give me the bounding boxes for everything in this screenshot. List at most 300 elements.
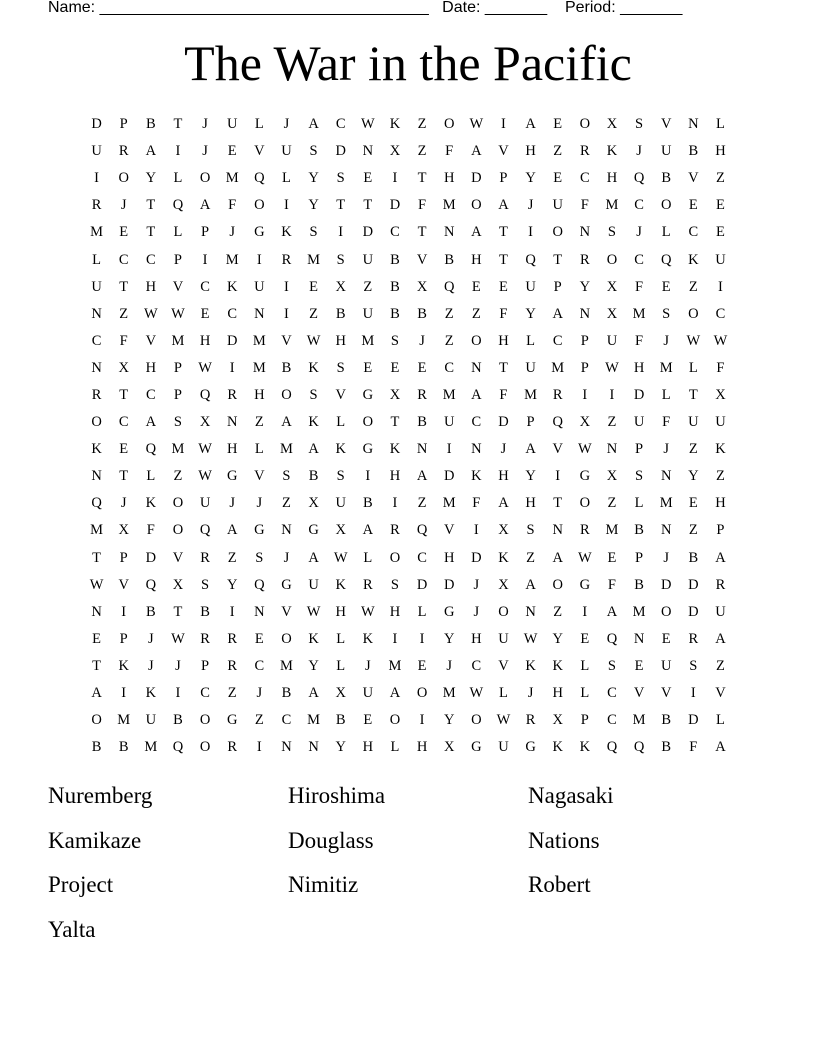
- grid-letter: O: [281, 630, 292, 647]
- grid-letter: M: [90, 522, 104, 539]
- grid-letter: X: [606, 116, 618, 133]
- grid-letter: W: [143, 305, 158, 322]
- grid-letter: M: [659, 359, 673, 376]
- grid-letter: D: [362, 224, 374, 241]
- grid-letter: U: [362, 251, 374, 268]
- grid-letter: J: [175, 657, 181, 674]
- grid-letter: U: [688, 414, 699, 431]
- grid-letter: W: [198, 468, 212, 485]
- grid-letter: O: [416, 685, 428, 702]
- grid-letter: B: [688, 549, 699, 566]
- grid-letter: H: [335, 603, 346, 620]
- grid-letter: H: [362, 739, 374, 756]
- grid-letter: Y: [443, 630, 455, 647]
- grid-letter: T: [499, 224, 508, 241]
- grid-letter: V: [633, 685, 645, 702]
- grid-letter: B: [335, 712, 346, 729]
- grid-letter: H: [471, 630, 482, 647]
- grid-letter: M: [225, 170, 239, 187]
- grid-letter: O: [389, 549, 401, 566]
- grid-letter: W: [306, 332, 321, 349]
- grid-letter: P: [499, 170, 508, 187]
- grid-letter: O: [199, 170, 211, 187]
- grid-letter: F: [146, 522, 155, 539]
- grid-letter: X: [416, 278, 428, 295]
- grid-letter: T: [119, 468, 129, 485]
- grid-letter: T: [417, 170, 427, 187]
- grid-letter: C: [91, 332, 102, 349]
- grid-letter: D: [471, 549, 482, 566]
- grid-letter: T: [173, 603, 183, 620]
- grid-letter: E: [661, 630, 671, 647]
- word-list-item: Nimitiz: [288, 872, 359, 897]
- grid-letter: Q: [633, 170, 645, 187]
- grid-letter: X: [389, 386, 401, 403]
- grid-letter: A: [281, 414, 292, 431]
- header-fields: [48, 0, 768, 18]
- grid-letter: A: [552, 305, 563, 322]
- grid-letter: N: [579, 305, 591, 322]
- grid-letter: Q: [145, 576, 157, 593]
- grid-letter: F: [662, 414, 671, 431]
- grid-letter: O: [579, 495, 591, 512]
- grid-letter: K: [525, 657, 536, 674]
- grid-letter: T: [553, 251, 563, 268]
- grid-letter: G: [226, 468, 238, 485]
- grid-letter: M: [442, 386, 456, 403]
- grid-letter: I: [175, 143, 181, 160]
- grid-letter: B: [661, 712, 672, 729]
- grid-letter: A: [715, 739, 726, 756]
- grid-letter: K: [308, 359, 319, 376]
- grid-letter: W: [713, 332, 728, 349]
- grid-letter: H: [443, 549, 455, 566]
- grid-letter: F: [580, 197, 589, 214]
- grid-letter: Z: [363, 278, 373, 295]
- grid-letter: S: [309, 143, 318, 160]
- grid-letter: K: [389, 116, 401, 133]
- grid-letter: P: [526, 414, 535, 431]
- grid-letter: M: [632, 305, 646, 322]
- grid-letter: T: [688, 386, 698, 403]
- grid-letter: U: [552, 197, 563, 214]
- grid-letter: O: [172, 522, 184, 539]
- grid-letter: I: [284, 278, 289, 295]
- grid-letter: M: [307, 712, 321, 729]
- grid-letter: M: [442, 685, 456, 702]
- grid-letter: J: [229, 224, 236, 241]
- grid-letter: O: [91, 712, 102, 729]
- grid-letter: Z: [716, 657, 725, 674]
- grid-letter: Z: [553, 603, 563, 620]
- grid-letter: E: [309, 278, 318, 295]
- grid-letter: S: [309, 224, 318, 241]
- grid-letter: N: [91, 468, 102, 485]
- grid-letter: K: [362, 630, 374, 647]
- grid-letter: C: [417, 549, 427, 566]
- grid-letter: I: [256, 251, 262, 268]
- grid-letter: L: [173, 224, 183, 241]
- grid-letter: B: [91, 739, 102, 756]
- grid-letter: J: [229, 495, 236, 512]
- grid-letter: B: [661, 170, 672, 187]
- grid-letter: U: [633, 414, 645, 431]
- grid-letter: Q: [145, 441, 157, 458]
- grid-letter: G: [579, 576, 591, 593]
- grid-letter: I: [284, 305, 289, 322]
- period-blank[interactable]: _______: [620, 0, 683, 16]
- grid-letter: R: [200, 549, 210, 566]
- grid-letter: L: [336, 414, 346, 431]
- grid-letter: I: [365, 468, 371, 485]
- grid-letter: F: [689, 739, 698, 756]
- grid-letter: V: [498, 143, 509, 160]
- grid-letter: Z: [471, 305, 481, 322]
- grid-letter: A: [606, 603, 618, 620]
- grid-letter: V: [118, 576, 129, 593]
- grid-letter: D: [443, 468, 455, 485]
- grid-letter: E: [119, 224, 129, 241]
- grid-letter: K: [471, 468, 482, 485]
- grid-letter: A: [145, 414, 157, 431]
- grid-letter: L: [336, 630, 346, 647]
- grid-letter: A: [471, 143, 482, 160]
- grid-letter: E: [363, 359, 373, 376]
- word-list-item: Nations: [528, 827, 600, 853]
- grid-letter: X: [199, 414, 211, 431]
- grid-letter: P: [173, 386, 182, 403]
- grid-letter: E: [254, 630, 264, 647]
- grid-letter: J: [636, 224, 642, 241]
- grid-letter: Y: [525, 305, 536, 322]
- grid-letter: M: [388, 657, 402, 674]
- word-list: [48, 779, 768, 957]
- grid-letter: R: [552, 386, 563, 403]
- grid-letter: J: [527, 685, 534, 702]
- grid-letter: R: [200, 630, 210, 647]
- grid-letter: T: [92, 549, 101, 566]
- grid-letter: J: [663, 549, 670, 566]
- grid-letter: B: [200, 603, 210, 620]
- grid-letter: W: [171, 305, 185, 322]
- grid-letter: V: [281, 332, 292, 349]
- grid-letter: B: [661, 739, 672, 756]
- grid-letter: Y: [308, 197, 319, 214]
- grid-letter: G: [471, 739, 482, 756]
- grid-letter: C: [634, 197, 644, 214]
- grid-letter: U: [199, 495, 211, 512]
- grid-letter: O: [471, 197, 482, 214]
- grid-letter: S: [255, 549, 264, 566]
- grid-letter: J: [120, 495, 127, 512]
- grid-letter: Y: [308, 657, 319, 674]
- grid-letter: L: [417, 603, 427, 620]
- grid-letter: Z: [607, 495, 617, 512]
- grid-letter: K: [226, 278, 238, 295]
- grid-letter: C: [715, 305, 726, 322]
- grid-letter: H: [335, 332, 346, 349]
- grid-letter: F: [445, 143, 454, 160]
- grid-letter: O: [443, 116, 455, 133]
- grid-letter: S: [635, 116, 644, 133]
- grid-letter: J: [364, 657, 371, 674]
- grid-letter: Z: [688, 522, 698, 539]
- grid-letter: X: [335, 685, 346, 702]
- grid-letter: T: [336, 197, 346, 214]
- grid-letter: W: [198, 359, 212, 376]
- grid-letter: Y: [443, 712, 455, 729]
- grid-letter: T: [553, 495, 563, 512]
- grid-letter: Z: [173, 468, 183, 485]
- grid-letter: Y: [226, 576, 238, 593]
- grid-letter: R: [227, 657, 238, 674]
- grid-letter: G: [579, 468, 591, 485]
- grid-letter: A: [362, 522, 374, 539]
- grid-letter: B: [417, 305, 427, 322]
- grid-letter: U: [715, 414, 726, 431]
- grid-letter: R: [91, 197, 102, 214]
- grid-letter: C: [118, 251, 129, 268]
- grid-letter: N: [91, 305, 102, 322]
- grid-letter: S: [607, 657, 616, 674]
- grid-letter: I: [392, 170, 398, 187]
- grid-letter: V: [660, 685, 672, 702]
- grid-letter: I: [501, 116, 506, 133]
- grid-letter: Z: [227, 685, 237, 702]
- date-blank[interactable]: _______: [484, 0, 548, 16]
- grid-letter: S: [309, 386, 318, 403]
- grid-letter: E: [553, 170, 563, 187]
- grid-letter: D: [633, 386, 645, 403]
- grid-letter: K: [308, 630, 319, 647]
- grid-letter: B: [173, 712, 183, 729]
- grid-letter: X: [443, 739, 455, 756]
- grid-letter: L: [254, 441, 264, 458]
- grid-letter: E: [553, 116, 563, 133]
- grid-letter: V: [172, 549, 184, 566]
- grid-letter: C: [390, 224, 400, 241]
- grid-letter: I: [473, 522, 479, 539]
- grid-letter: H: [416, 739, 428, 756]
- grid-letter: J: [663, 332, 670, 349]
- grid-letter: U: [715, 251, 726, 268]
- grid-letter: R: [579, 251, 590, 268]
- grid-letter: U: [281, 143, 292, 160]
- grid-letter: R: [227, 739, 238, 756]
- grid-letter: S: [336, 468, 345, 485]
- grid-letter: B: [688, 143, 699, 160]
- grid-letter: I: [229, 359, 235, 376]
- grid-letter: N: [281, 522, 292, 539]
- grid-letter: D: [688, 603, 699, 620]
- grid-letter: J: [256, 495, 263, 512]
- grid-letter: L: [580, 657, 590, 674]
- grid-letter: E: [363, 170, 373, 187]
- grid-letter: W: [523, 630, 538, 647]
- grid-letter: Z: [417, 116, 427, 133]
- grid-letter: F: [472, 495, 481, 512]
- grid-letter: R: [525, 712, 536, 729]
- grid-letter: U: [525, 359, 536, 376]
- grid-letter: A: [471, 224, 482, 241]
- grid-letter: A: [199, 197, 211, 214]
- grid-letter: K: [688, 251, 699, 268]
- grid-letter: F: [499, 386, 508, 403]
- grid-letter: Z: [309, 305, 318, 322]
- grid-letter: T: [119, 386, 129, 403]
- grid-letter: I: [718, 278, 723, 295]
- period-label: Period:: [564, 0, 616, 16]
- grid-letter: U: [308, 576, 319, 593]
- grid-letter: B: [417, 414, 427, 431]
- grid-letter: B: [145, 116, 156, 133]
- grid-letter: Z: [607, 414, 617, 431]
- grid-letter: C: [200, 685, 210, 702]
- grid-letter: U: [498, 739, 509, 756]
- grid-letter: X: [308, 495, 319, 512]
- grid-letter: L: [661, 386, 671, 403]
- grid-letter: O: [172, 495, 184, 512]
- grid-letter: K: [145, 495, 157, 512]
- grid-letter: A: [308, 116, 319, 133]
- grid-letter: O: [660, 603, 672, 620]
- grid-letter: G: [281, 576, 292, 593]
- grid-letter: W: [577, 441, 592, 458]
- grid-letter: O: [91, 414, 102, 431]
- grid-letter: H: [525, 143, 536, 160]
- grid-letter: M: [279, 657, 293, 674]
- grid-letter: C: [471, 657, 482, 674]
- grid-letter: Y: [552, 630, 563, 647]
- grid-letter: H: [145, 359, 157, 376]
- grid-letter: C: [200, 278, 210, 295]
- name-blank[interactable]: _____________________________________: [99, 0, 429, 16]
- grid-letter: U: [606, 332, 618, 349]
- grid-letter: Q: [199, 522, 211, 539]
- grid-letter: D: [471, 170, 482, 187]
- grid-letter: A: [416, 468, 428, 485]
- grid-letter: V: [145, 332, 157, 349]
- grid-letter: P: [580, 359, 589, 376]
- name-label: Name:: [48, 0, 96, 16]
- grid-letter: T: [499, 251, 508, 268]
- grid-letter: U: [660, 657, 672, 674]
- grid-letter: V: [254, 143, 265, 160]
- grid-letter: B: [444, 251, 455, 268]
- grid-letter: K: [606, 143, 618, 160]
- word-list-item: Nagasaki: [528, 783, 614, 808]
- grid-letter: Q: [91, 495, 102, 512]
- grid-letter: I: [175, 685, 181, 702]
- grid-letter: Y: [308, 170, 319, 187]
- grid-letter: E: [200, 305, 210, 322]
- grid-letter: J: [202, 143, 208, 160]
- grid-letter: C: [688, 224, 699, 241]
- grid-letter: Z: [254, 414, 264, 431]
- grid-letter: Z: [119, 305, 129, 322]
- grid-letter: F: [119, 332, 128, 349]
- grid-letter: X: [715, 386, 726, 403]
- grid-letter: V: [660, 116, 672, 133]
- grid-letter: M: [90, 224, 104, 241]
- grid-letter: J: [147, 630, 154, 647]
- grid-letter: O: [362, 414, 374, 431]
- grid-letter: V: [688, 170, 699, 187]
- grid-letter: V: [254, 468, 265, 485]
- grid-letter: S: [390, 576, 399, 593]
- grid-letter: N: [226, 414, 238, 431]
- grid-letter: M: [524, 386, 538, 403]
- grid-letter: H: [552, 685, 563, 702]
- grid-letter: L: [716, 712, 725, 729]
- grid-letter: I: [446, 441, 452, 458]
- grid-letter: R: [118, 143, 129, 160]
- grid-letter: B: [390, 251, 400, 268]
- grid-letter: A: [715, 549, 726, 566]
- grid-letter: I: [94, 170, 99, 187]
- grid-letter: L: [688, 359, 698, 376]
- grid-letter: O: [254, 197, 265, 214]
- grid-letter: Z: [282, 495, 291, 512]
- grid-letter: N: [281, 739, 292, 756]
- grid-letter: X: [498, 576, 509, 593]
- grid-letter: I: [338, 224, 344, 241]
- grid-letter: Q: [633, 739, 645, 756]
- grid-letter: W: [686, 332, 701, 349]
- grid-letter: C: [607, 712, 617, 729]
- grid-letter: G: [308, 522, 319, 539]
- grid-letter: P: [635, 549, 644, 566]
- grid-letter: P: [119, 116, 128, 133]
- grid-letter: I: [121, 603, 127, 620]
- grid-letter: G: [254, 522, 265, 539]
- grid-letter: A: [552, 549, 563, 566]
- grid-letter: F: [635, 332, 644, 349]
- grid-letter: N: [471, 359, 482, 376]
- grid-letter: B: [145, 603, 156, 620]
- grid-letter: C: [254, 657, 265, 674]
- grid-letter: Y: [688, 468, 699, 485]
- grid-letter: N: [254, 603, 265, 620]
- grid-letter: V: [281, 603, 292, 620]
- grid-letter: I: [121, 685, 127, 702]
- grid-letter: D: [660, 576, 672, 593]
- grid-letter: E: [119, 441, 129, 458]
- grid-letter: V: [552, 441, 563, 458]
- grid-letter: O: [552, 576, 563, 593]
- grid-letter: D: [145, 549, 157, 566]
- grid-letter: K: [552, 657, 563, 674]
- grid-letter: X: [606, 305, 618, 322]
- grid-letter: E: [580, 630, 590, 647]
- grid-letter: H: [498, 332, 509, 349]
- word-list-item: Douglass: [288, 827, 374, 853]
- grid-letter: M: [252, 359, 266, 376]
- grid-letter: J: [419, 332, 425, 349]
- grid-letter: J: [473, 603, 480, 620]
- grid-letter: N: [660, 522, 672, 539]
- grid-letter: X: [118, 522, 129, 539]
- grid-letter: X: [335, 278, 346, 295]
- grid-letter: U: [660, 143, 672, 160]
- grid-letter: H: [389, 468, 401, 485]
- grid-letter: I: [419, 712, 425, 729]
- grid-letter: X: [335, 522, 346, 539]
- grid-letter: M: [361, 332, 375, 349]
- grid-letter: M: [659, 495, 673, 512]
- grid-letter: B: [308, 468, 319, 485]
- grid-letter: H: [389, 603, 401, 620]
